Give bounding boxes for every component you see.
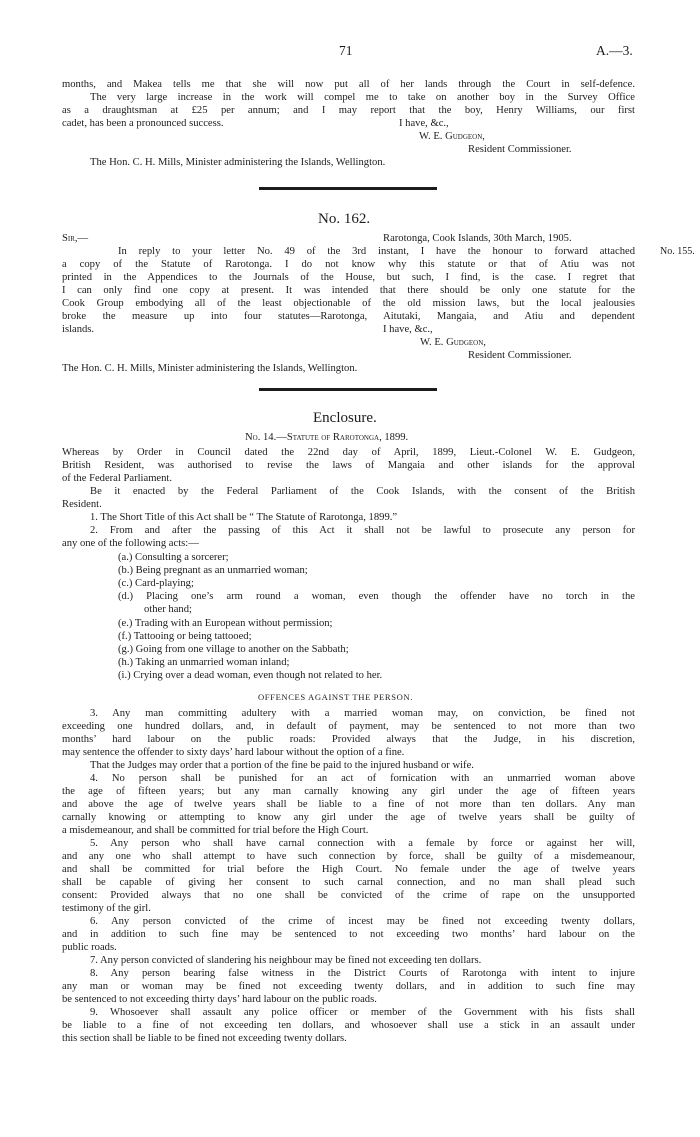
salutation: Sir,— bbox=[62, 233, 89, 244]
body-line: printed in the Appendices to the Journals of the House, but such, I find, is the case. I regret that bbox=[62, 272, 635, 283]
body-line: I can only find one copy at present. It was intended that there should be only one statute for the bbox=[62, 285, 635, 296]
offence-line: carnally knowing or attempting to know any girl under the age of twelve years shall be guilty of bbox=[62, 812, 635, 823]
paragraph-line: as a draughtsman at £25 per annum; and I may report that the boy, Henry Williams, our first bbox=[62, 105, 635, 116]
offence-line: the age of fifteen years; but any man carnally knowing any girl under the age of fifteen years bbox=[62, 786, 635, 797]
enclosure-title: Enclosure. bbox=[313, 410, 377, 426]
body-line: a copy of the Statute of Rarotonga. I do not know why this statute or that of Atiu was not bbox=[62, 259, 635, 270]
act-item: (g.) Going from one village to another on the Sabbath; bbox=[118, 644, 349, 655]
act-item: (f.) Tattooing or being tattooed; bbox=[118, 631, 252, 642]
section-2-line: any one of the following acts:— bbox=[62, 538, 199, 549]
margin-reference: No. 155. bbox=[660, 246, 695, 257]
act-item: (d.) Placing one’s arm round a woman, even though the offender have no torch in the bbox=[118, 591, 635, 602]
addressee: The Hon. C. H. Mills, Minister administering the Islands, Wellington. bbox=[90, 157, 386, 168]
offence-line: 3. Any man committing adultery with a married woman may, on conviction, be fined not bbox=[90, 708, 635, 719]
section-2-line: 2. From and after the passing of this Act it shall not be lawful to prosecute any person for bbox=[90, 525, 635, 536]
offence-line: may sentence the offender to sixty days’ hard labour without the option of a fine. bbox=[62, 747, 405, 758]
act-item: (e.) Trading with an European without permission; bbox=[118, 618, 333, 629]
statute-heading: No. 14.—Statute of Rarotonga, 1899. bbox=[245, 432, 409, 443]
signature: W. E. Gudgeon, bbox=[420, 337, 486, 348]
closing: I have, &c., bbox=[399, 118, 449, 129]
offence-line: and in addition to such fine may be sentenced to not exceeding two months’ hard labour on the bbox=[62, 929, 635, 940]
offence-line: and above the age of twelve years shall be liable to a fine of not more than ten dollars. Any man bbox=[62, 799, 635, 810]
letter-number: No. 162. bbox=[318, 211, 371, 227]
enacting-line: Be it enacted by the Federal Parliament of the Cook Islands, with the consent of the British bbox=[90, 486, 635, 497]
page-number: 71 bbox=[339, 43, 353, 58]
place-date: Rarotonga, Cook Islands, 30th March, 1905. bbox=[383, 233, 572, 244]
offence-line: be liable to a fine of not exceeding ten dollars, and whosoever shall use a stick in an assault under bbox=[62, 1020, 635, 1031]
body-line: Cook Group embodying all of the least objectionable of the old mission laws, but the local jealousies bbox=[62, 298, 635, 309]
offence-line: 9. Whosoever shall assault any police officer or member of the Government with his fists shall bbox=[90, 1007, 635, 1018]
act-item: (a.) Consulting a sorcerer; bbox=[118, 552, 229, 563]
signature: W. E. Gudgeon, bbox=[419, 131, 485, 142]
offence-line: 5. Any person who shall have carnal connection with a female by force or against her will, bbox=[90, 838, 635, 849]
offences-heading: OFFENCES AGAINST THE PERSON. bbox=[258, 692, 413, 702]
section-divider bbox=[259, 388, 437, 391]
body-line: islands. bbox=[62, 324, 95, 335]
act-item: (b.) Being pregnant as an unmarried woman; bbox=[118, 565, 308, 576]
offence-line: That the Judges may order that a portion of the fine be paid to the injured husband or wife. bbox=[90, 760, 474, 771]
offence-line: consent: Provided always that no one shall be convicted of the crime of rape on the unsupported bbox=[62, 890, 635, 901]
offence-line: shall be capable of giving her consent to such carnal connection, and no man shall plead such bbox=[62, 877, 635, 888]
signature-title: Resident Commissioner. bbox=[468, 350, 572, 361]
preamble-line: British Resident, was authorised to revise the laws of Mangaia and other islands for the approval bbox=[62, 460, 635, 471]
closing: I have, &c., bbox=[383, 324, 433, 335]
offence-line: testimony of the girl. bbox=[62, 903, 151, 914]
offence-line: this section shall be liable to be fined not exceeding twenty dollars. bbox=[62, 1033, 347, 1044]
preamble-line: Whereas by Order in Council dated the 22nd day of April, 1899, Lieut.-Colonel W. E. Gudgeon, bbox=[62, 447, 635, 458]
paragraph-line: The very large increase in the work will compel me to take on another boy in the Survey Office bbox=[90, 92, 635, 103]
offence-line: 8. Any person bearing false witness in the District Courts of Rarotonga with intent to injure bbox=[90, 968, 635, 979]
offence-line: and shall be committed for trial before the High Court. No female under the age of twelve years bbox=[62, 864, 635, 875]
offence-line: public roads. bbox=[62, 942, 117, 953]
offence-line: any man or woman may be fined not exceeding twenty dollars, and in addition to such fine may bbox=[62, 981, 635, 992]
act-item: (i.) Crying over a dead woman, even though not related to her. bbox=[118, 670, 383, 681]
offence-line: 7. Any person convicted of slandering his neighbour may be fined not exceeding ten dollars. bbox=[90, 955, 482, 966]
offence-line: be sentenced to not exceeding thirty days’ hard labour on the public roads. bbox=[62, 994, 377, 1005]
offence-line: 4. No person shall be punished for an act of fornication with an unmarried woman above bbox=[90, 773, 635, 784]
section-1: 1. The Short Title of this Act shall be “ The Statute of Rarotonga, 1899.” bbox=[90, 512, 398, 523]
body-line: broke the measure up into four statutes—Rarotonga, Aitutaki, Mangaia, and Atiu and dependent bbox=[62, 311, 635, 322]
offence-line: months’ hard labour on the public roads: Provided always that the Judge, in his discretion, bbox=[62, 734, 635, 745]
document-reference: A.—3. bbox=[596, 43, 633, 58]
offence-line: a misdemeanour, and shall be committed for trial before the High Court. bbox=[62, 825, 369, 836]
paragraph-line: cadet, has been a pronounced success. bbox=[62, 118, 224, 129]
act-item: (c.) Card-playing; bbox=[118, 578, 194, 589]
enacting-line: Resident. bbox=[62, 499, 102, 510]
act-item: (h.) Taking an unmarried woman inland; bbox=[118, 657, 290, 668]
addressee: The Hon. C. H. Mills, Minister administering the Islands, Wellington. bbox=[62, 363, 358, 374]
section-divider bbox=[259, 187, 437, 190]
preamble-line: of the Federal Parliament. bbox=[62, 473, 173, 484]
paragraph-line: months, and Makea tells me that she will now put all of her lands through the Court in self-defence. bbox=[62, 79, 635, 90]
body-line: In reply to your letter No. 49 of the 3rd instant, I have the honour to forward attached bbox=[118, 246, 635, 257]
offence-line: exceeding one hundred dollars, and, in default of payment, may be sentenced to not more than two bbox=[62, 721, 635, 732]
signature-title: Resident Commissioner. bbox=[468, 144, 572, 155]
act-item: other hand; bbox=[144, 604, 192, 615]
offence-line: 6. Any person convicted of the crime of incest may be fined not exceeding twenty dollars, bbox=[90, 916, 635, 927]
offence-line: and any one who shall attempt to have such connection by force, shall be guilty of a misdemeanour, bbox=[62, 851, 635, 862]
